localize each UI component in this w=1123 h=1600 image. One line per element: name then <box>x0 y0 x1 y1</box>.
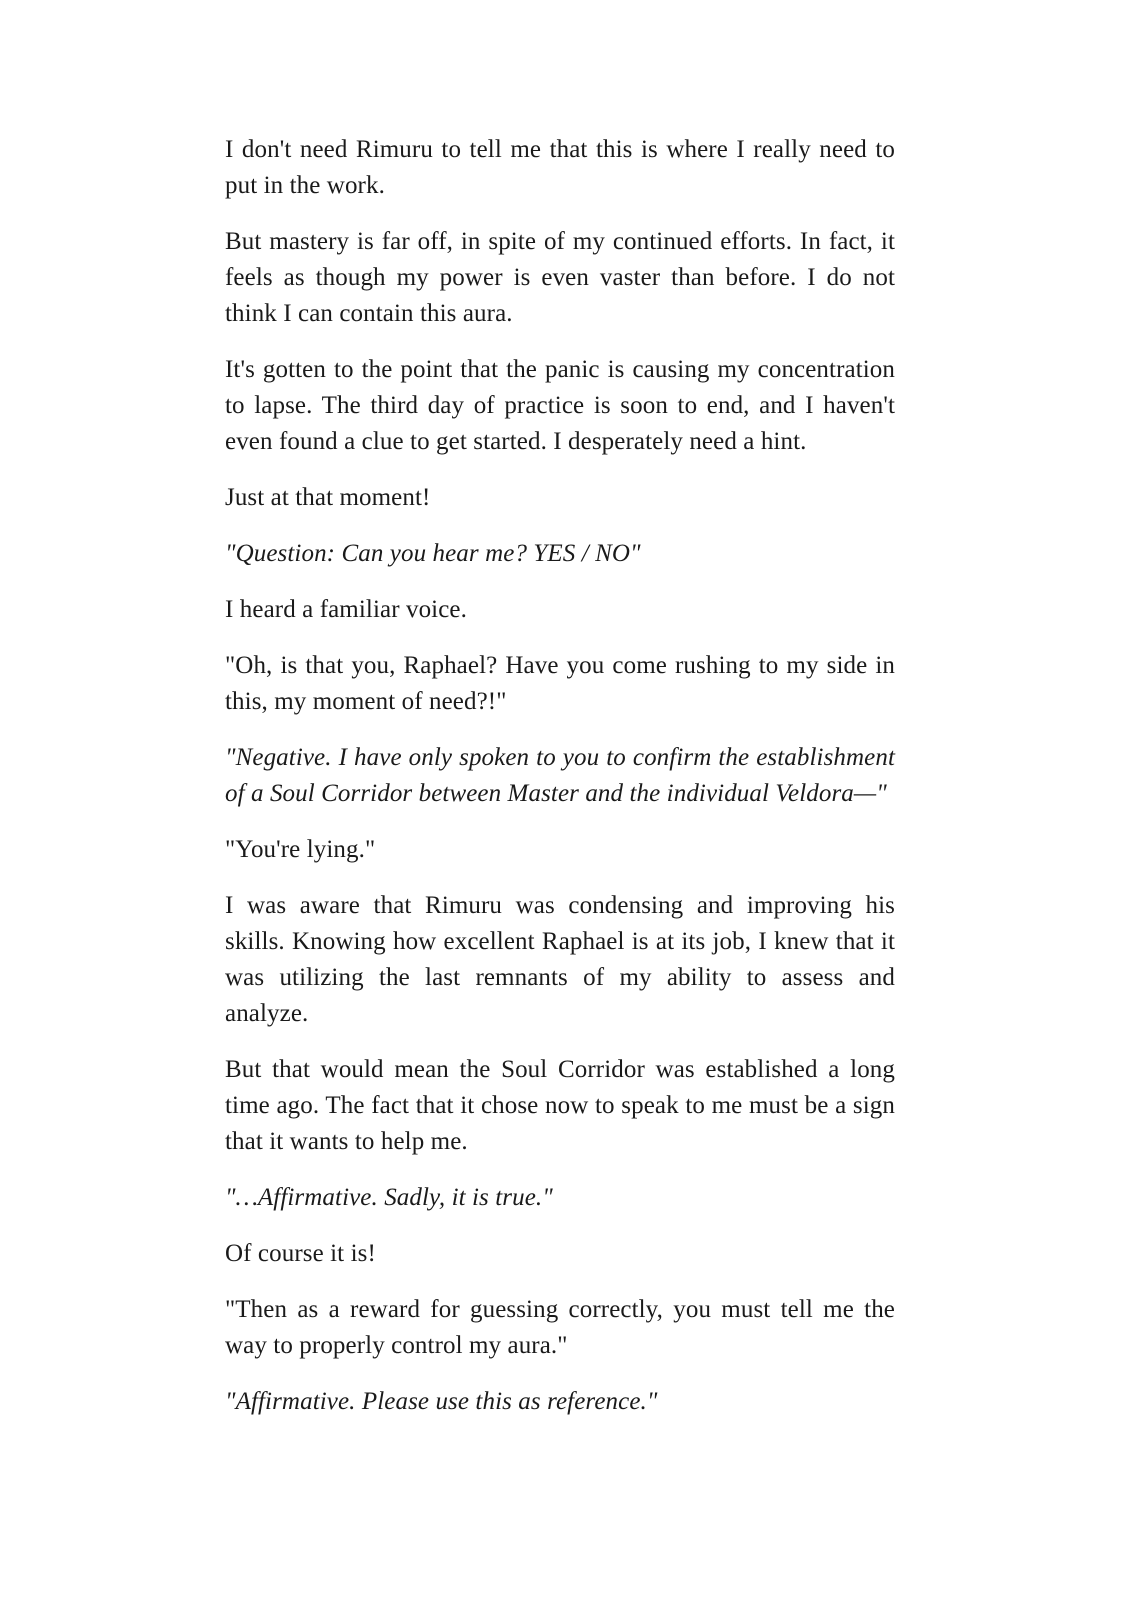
body-paragraph: It's gotten to the point that the panic is causing my concentration to lapse. The third day of practice is soon to end, and I haven't even found a clue to get started. I desperately need a hint. <box>225 356 895 455</box>
dialogue-paragraph-italic: "…Affirmative. Sadly, it is true." <box>225 1184 553 1211</box>
body-paragraph: "Oh, is that you, Raphael? Have you come rushing to my side in this, my moment of need?!" <box>225 652 895 715</box>
body-paragraph: "You're lying." <box>225 836 376 863</box>
body-paragraph: But mastery is far off, in spite of my continued efforts. In fact, it feels as though my power is even vaster than before. I do not think I can contain this aura. <box>225 228 895 327</box>
body-paragraph: I heard a familiar voice. <box>225 596 467 623</box>
body-paragraph: "Then as a reward for guessing correctly, you must tell me the way to properly control my aura." <box>225 1296 895 1359</box>
body-paragraph: Just at that moment! <box>225 484 431 511</box>
body-paragraph: Of course it is! <box>225 1240 376 1267</box>
body-paragraph: I was aware that Rimuru was condensing and improving his skills. Knowing how excellent Raphael is at its job, I knew that it was utilizing the last remnants of my ability to assess and analyze. <box>225 892 895 1027</box>
dialogue-paragraph-italic: "Affirmative. Please use this as reference." <box>225 1388 658 1415</box>
dialogue-paragraph-italic: "Question: Can you hear me? YES / NO" <box>225 540 641 567</box>
page-text <box>225 132 895 1440</box>
dialogue-paragraph-italic: "Negative. I have only spoken to you to confirm the establishment of a Soul Corridor between Master and the individual Veldora—" <box>225 744 895 807</box>
body-paragraph: But that would mean the Soul Corridor was established a long time ago. The fact that it chose now to speak to me must be a sign that it wants to help me. <box>225 1056 895 1155</box>
body-paragraph: I don't need Rimuru to tell me that this is where I really need to put in the work. <box>225 136 895 199</box>
